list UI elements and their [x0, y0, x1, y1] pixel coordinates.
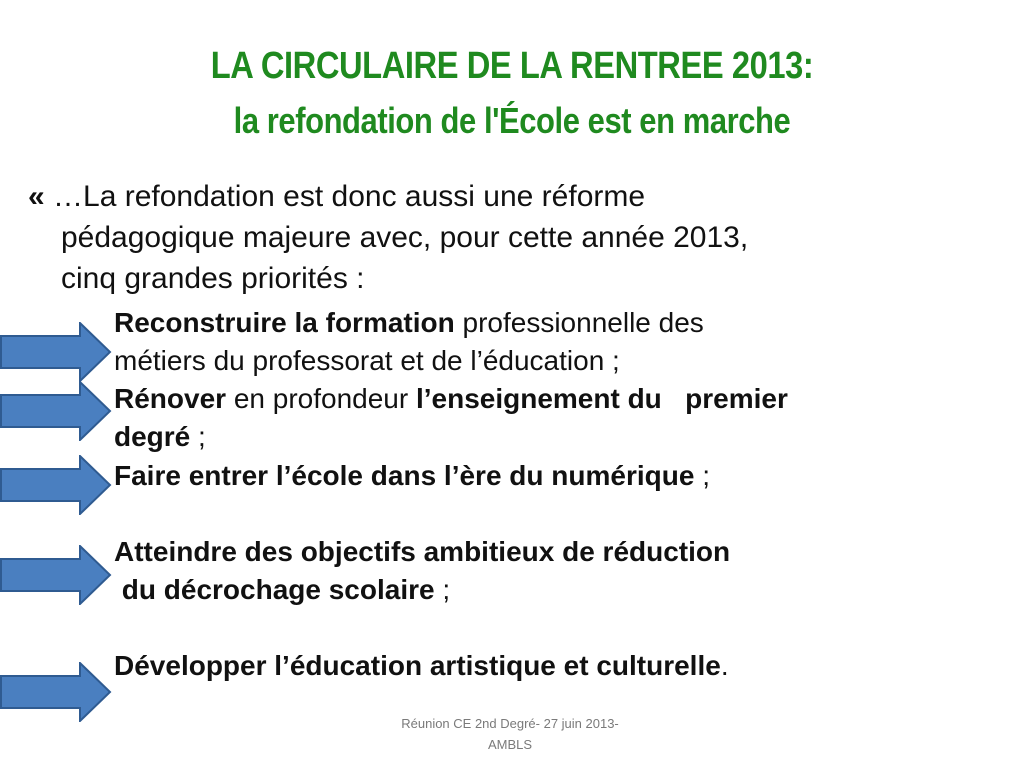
priority-4-text: ; — [434, 574, 451, 605]
priority-3-bold: Faire entrer l’école dans l’ère du numérique — [114, 460, 695, 491]
intro-paragraph — [28, 176, 988, 299]
priority-5-text: . — [720, 650, 729, 681]
priority-item-4 — [114, 533, 994, 609]
slide-title: LA CIRCULAIRE DE LA RENTREE 2013: — [210, 45, 814, 87]
priority-2-bold-2: l’enseignement du premier — [415, 383, 788, 414]
priority-3-text: ; — [694, 460, 710, 491]
intro-line-3: cinq grandes priorités : — [61, 262, 365, 295]
priority-item-5 — [114, 647, 994, 685]
priority-4-bold-1: Atteindre des objectifs ambitieux de réduction — [114, 536, 731, 567]
priority-4-bold-2: du décrochage scolaire — [114, 574, 435, 605]
priority-item-2 — [114, 380, 994, 456]
priority-2-text-2: ; — [190, 421, 206, 452]
intro-line-2: pédagogique majeure avec, pour cette année 2013, — [61, 221, 749, 254]
right-arrow-icon — [0, 381, 112, 441]
priority-1-bold: Reconstruire la formation — [114, 307, 455, 338]
priority-1-line-2: métiers du professorat et de l’éducation ; — [114, 345, 620, 376]
slide-footer — [360, 713, 660, 755]
right-arrow-icon — [0, 322, 112, 382]
priority-2-text-1: en profondeur — [226, 383, 416, 414]
priority-5-bold: Développer l’éducation artistique et culturelle — [114, 650, 721, 681]
intro-line-1: …La refondation est donc aussi une réforme — [44, 180, 646, 213]
priority-2-bold-1: Rénover — [114, 383, 227, 414]
priority-item-1 — [114, 304, 994, 380]
footer-line-2: AMBLS — [487, 737, 533, 752]
footer-line-1: Réunion CE 2nd Degré- 27 juin 2013- — [401, 716, 619, 731]
priority-2-bold-3: degré — [114, 421, 191, 452]
priority-1-text: professionnelle des — [454, 307, 704, 338]
slide-subtitle: la refondation de l'École est en marche — [233, 100, 791, 141]
right-arrow-icon — [0, 545, 112, 605]
right-arrow-icon — [0, 662, 112, 722]
right-arrow-icon — [0, 455, 112, 515]
open-quote: « — [28, 180, 45, 213]
priority-item-3 — [114, 457, 994, 495]
